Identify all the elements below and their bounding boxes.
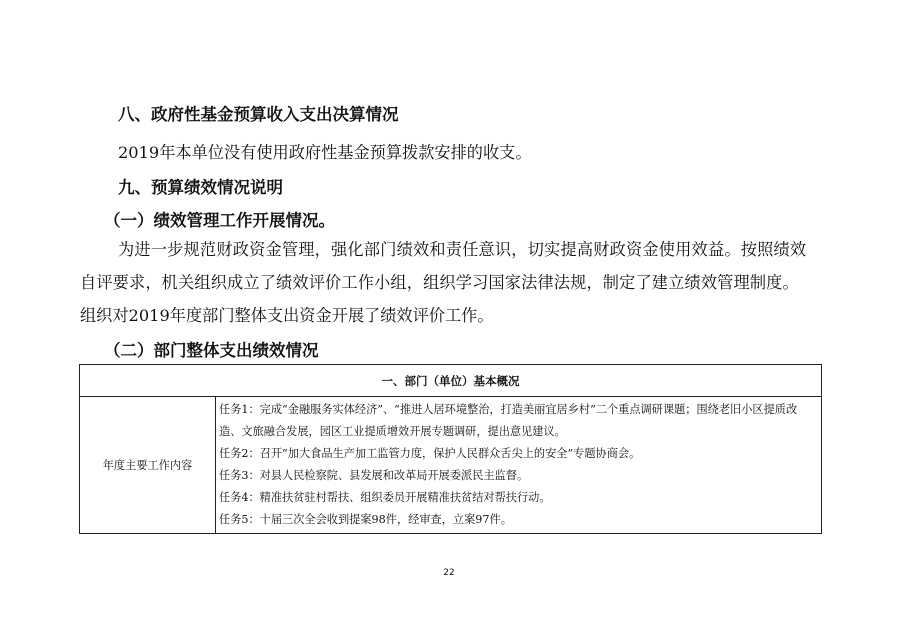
subheading-performance-management: （一）绩效管理工作开展情况。 <box>104 211 335 230</box>
table-caption: 一、部门（单位）基本概况 <box>80 365 822 397</box>
task-item: 任务5：十届三次全会收到提案98件，经审查，立案97件。 <box>219 513 512 526</box>
performance-paragraph-line-1: 为进一步规范财政资金管理，强化部门绩效和责任意识，切实提高财政资金使用效益。按照绩效 <box>118 240 807 259</box>
task-item: 任务2：召开“加大食品生产加工监管力度，保护人民群众舌尖上的安全”专题协商会。 <box>219 447 641 460</box>
department-overview-table <box>79 364 822 534</box>
task-list <box>216 397 822 534</box>
section-heading-government-fund: 八、政府性基金预算收入支出决算情况 <box>118 105 399 124</box>
performance-paragraph-line-3: 组织对2019年度部门整体支出资金开展了绩效评价工作。 <box>80 306 494 325</box>
task-item: 任务4：精准扶贫驻村帮扶、组织委员开展精准扶贫结对帮扶行动。 <box>219 491 551 504</box>
row-label-annual-work: 年度主要工作内容 <box>80 397 216 534</box>
subheading-overall-expenditure: （二）部门整体支出绩效情况 <box>104 341 319 360</box>
task-item: 任务1：完成“金融服务实体经济”、“推进人居环境整治，打造美丽宜居乡村”二个重点调研课题；围绕老旧小区提质改造、文旅融合发展，园区工业提质增效开展专题调研，提出意见建议。 <box>219 403 798 438</box>
government-fund-paragraph: 2019年本单位没有使用政府性基金预算拨款安排的收支。 <box>118 143 532 162</box>
page-number: 22 <box>443 568 455 578</box>
section-heading-performance: 九、预算绩效情况说明 <box>118 178 283 197</box>
task-item: 任务3：对县人民检察院、县发展和改革局开展委派民主监督。 <box>219 469 529 482</box>
performance-paragraph-line-2: 自评要求，机关组织成立了绩效评价工作小组，组织学习国家法律法规，制定了建立绩效管理制度。 <box>80 273 799 292</box>
